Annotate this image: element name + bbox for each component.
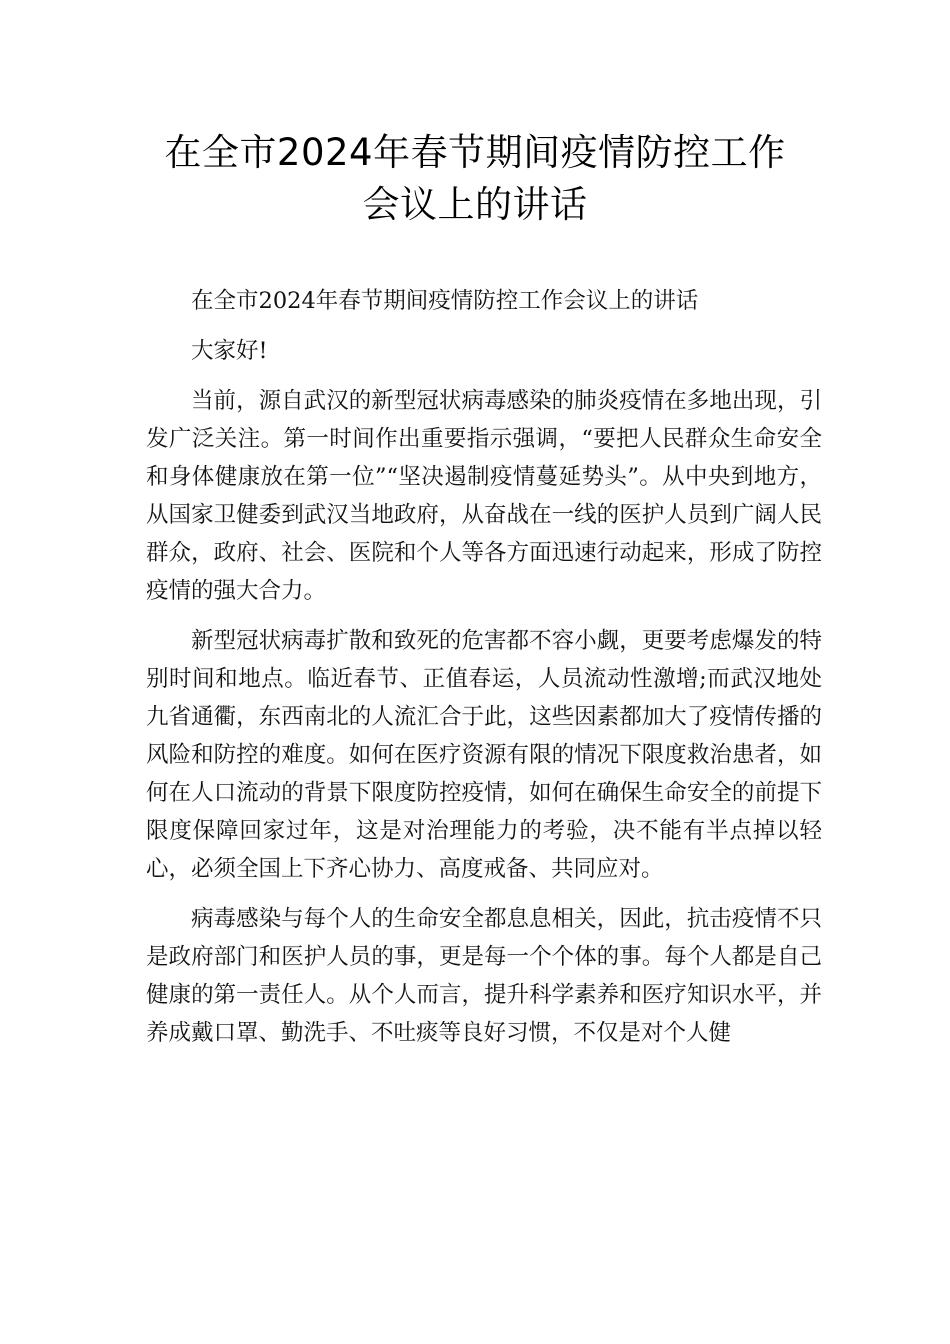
- document-title-line-1: 在全市2024年春节期间疫情防控工作: [164, 131, 786, 174]
- document-title-line-2: 会议上的讲话: [362, 183, 588, 226]
- document-body: [146, 282, 822, 1064]
- paragraph-greeting: 大家好!: [191, 338, 268, 364]
- paragraph-subtitle: 在全市2024年春节期间疫情防控工作会议上的讲话: [191, 288, 699, 314]
- paragraph-3: 病毒感染与每个人的生命安全都息息相关，因此，抗击疫情不只是政府部门和医护人员的事，更是每一个个体的事。每个人都是自己健康的第一责任人。从个人而言，提升科学素养和医疗知识水平，并养成戴口罩、勤洗手、不吐痰等良好习惯，不仅是对个人健: [146, 906, 822, 1046]
- paragraph-1: 当前，源自武汉的新型冠状病毒感染的肺炎疫情在多地出现，引发广泛关注。第一时间作出重要指示强调，“要把人民群众生命安全和身体健康放在第一位”“坚决遏制疫情蔓延势头”。从中央到地方，从国家卫健委到武汉当地政府，从奋战在一线的医护人员到广阔人民群众，政府、社会、医院和个人等各方面迅速行动起来，形成了防控疫情的强大合力。: [146, 388, 822, 604]
- paragraph-2: 新型冠状病毒扩散和致死的危害都不容小觑，更要考虑爆发的特别时间和地点。临近春节、正值春运，人员流动性激增;而武汉地处九省通衢，东西南北的人流汇合于此，这些因素都加大了疫情传播的风险和防控的难度。如何在医疗资源有限的情况下限度救治患者，如何在人口流动的背景下限度防控疫情，如何在确保生命安全的前提下限度保障回家过年，这是对治理能力的考验，决不能有半点掉以轻心，必须全国上下齐心协力、高度戒备、共同应对。: [146, 628, 822, 882]
